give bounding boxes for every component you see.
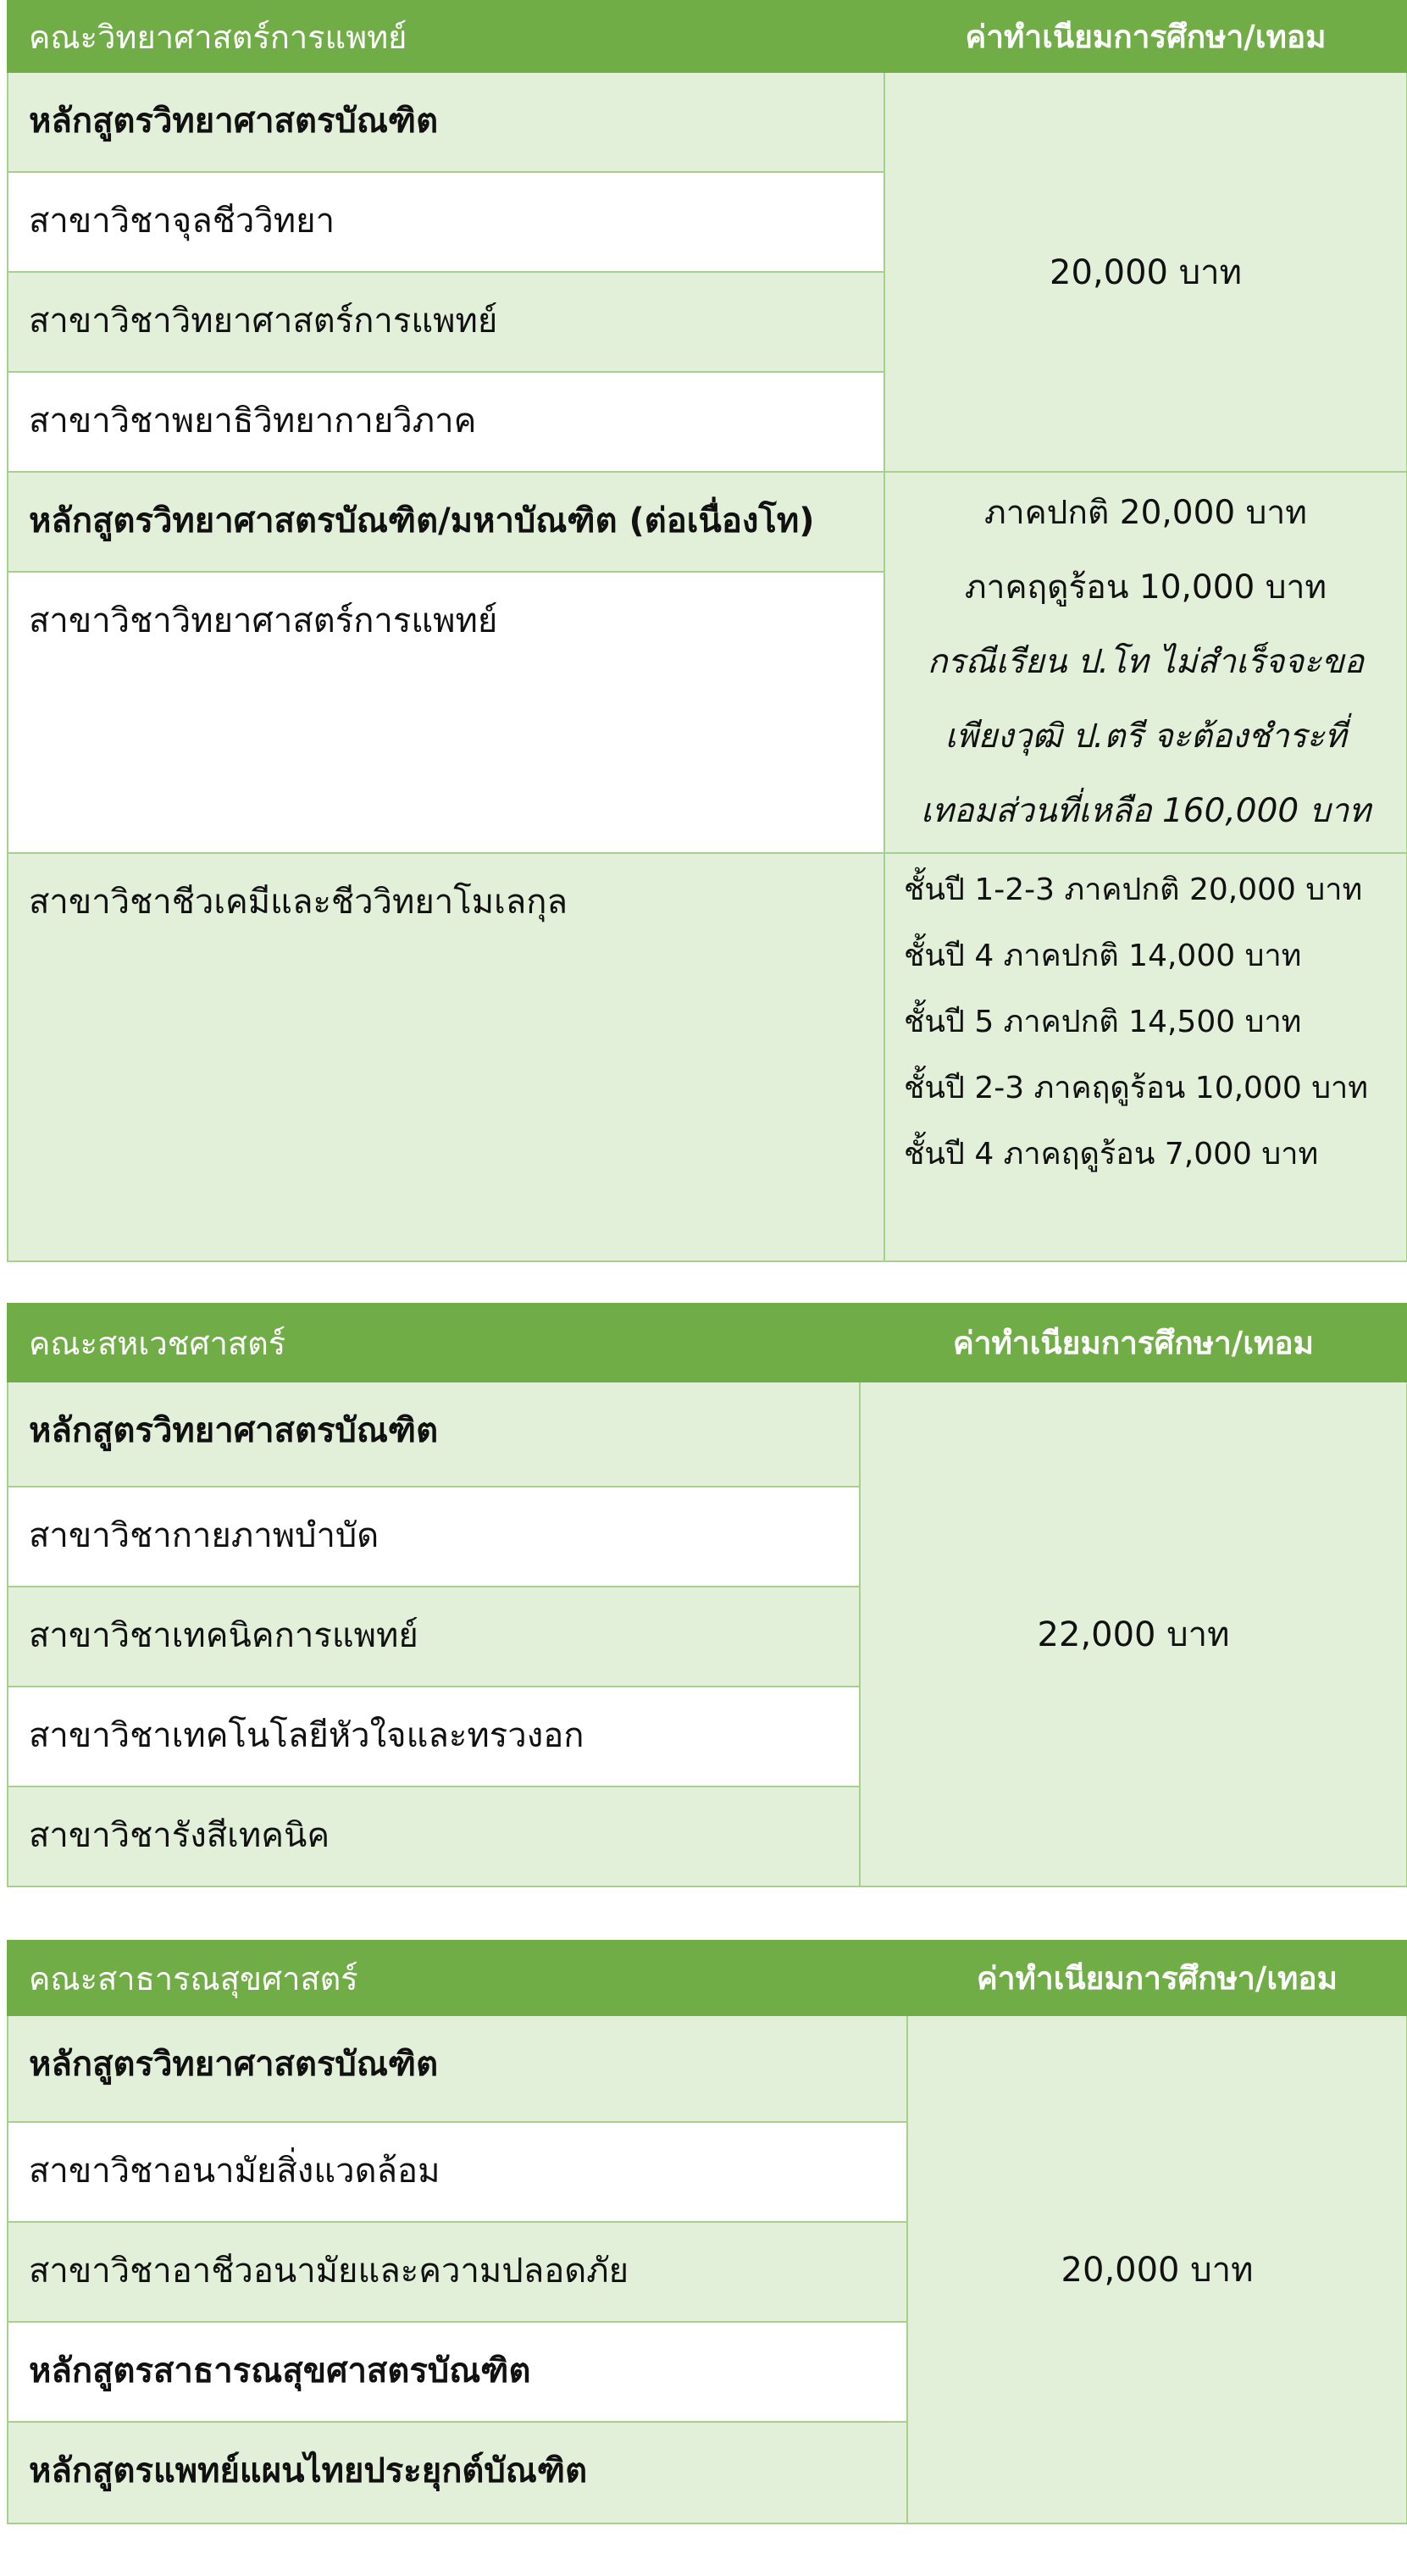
fee-value: 22,000 บาท	[860, 1382, 1407, 1886]
faculty-name: คณะสหเวชศาสตร์	[8, 1304, 860, 1382]
table-header	[8, 1, 1407, 72]
table-row	[8, 472, 1407, 572]
fee-column-header: ค่าทำเนียมการศึกษา/เทอม	[884, 1, 1407, 72]
medical-science-fee-table	[7, 0, 1407, 1262]
fee-note: เทอมส่วนที่เหลือ 160,000 บาท	[920, 792, 1371, 830]
table-header	[8, 1941, 1407, 2015]
table-row	[8, 1382, 1407, 1487]
fee-value: 20,000 บาท	[884, 72, 1407, 472]
table-row	[8, 2015, 1407, 2122]
fee-details	[884, 472, 1407, 853]
major-name: สาขาวิชาวิทยาศาสตร์การแพทย์	[8, 272, 884, 372]
fee-line: ชั้นปี 2-3 ภาคฤดูร้อน 10,000 บาท	[904, 1071, 1368, 1105]
major-name: สาขาวิชาเทคโนโลยีหัวใจและทรวงอก	[8, 1687, 860, 1787]
major-name: สาขาวิชาจุลชีววิทยา	[8, 172, 884, 272]
fee-line: ชั้นปี 5 ภาคปกติ 14,500 บาท	[904, 1005, 1302, 1039]
fee-column-header: ค่าทำเนียมการศึกษา/เทอม	[860, 1304, 1407, 1382]
fee-line: ภาคฤดูร้อน 10,000 บาท	[964, 568, 1327, 607]
program-name: หลักสูตรวิทยาศาสตรบัณฑิต/มหาบัณฑิต (ต่อเนื่องโท)	[8, 472, 884, 572]
major-name: สาขาวิชาอาชีวอนามัยและความปลอดภัย	[8, 2222, 907, 2322]
table-row	[8, 72, 1407, 172]
program-name: หลักสูตรแพทย์แผนไทยประยุกต์บัณฑิต	[8, 2422, 907, 2523]
major-name: สาขาวิชากายภาพบำบัด	[8, 1487, 860, 1587]
faculty-name: คณะวิทยาศาสตร์การแพทย์	[8, 1, 884, 72]
major-name: สาขาวิชาอนามัยสิ่งแวดล้อม	[8, 2122, 907, 2222]
public-health-fee-table	[7, 1940, 1407, 2524]
fee-line: ชั้นปี 1-2-3 ภาคปกติ 20,000 บาท	[904, 873, 1363, 907]
table-header	[8, 1304, 1407, 1382]
fee-details	[884, 853, 1407, 1261]
major-name: สาขาวิชาชีวเคมีและชีววิทยาโมเลกุล	[8, 853, 884, 1261]
fee-line: ชั้นปี 4 ภาคปกติ 14,000 บาท	[904, 939, 1302, 973]
major-name: สาขาวิชาพยาธิวิทยากายวิภาค	[8, 372, 884, 472]
program-name: หลักสูตรวิทยาศาสตรบัณฑิต	[8, 72, 884, 172]
fee-column-header: ค่าทำเนียมการศึกษา/เทอม	[907, 1941, 1407, 2015]
fee-note: เพียงวุฒิ ป.ตรี จะต้องชำระที่	[944, 717, 1347, 756]
program-name: หลักสูตรวิทยาศาสตรบัณฑิต	[8, 2015, 907, 2122]
fee-line: ภาคปกติ 20,000 บาท	[983, 494, 1307, 532]
allied-health-fee-table	[7, 1303, 1407, 1887]
program-name: หลักสูตรวิทยาศาสตรบัณฑิต	[8, 1382, 860, 1487]
major-name: สาขาวิชาวิทยาศาสตร์การแพทย์	[8, 572, 884, 853]
table-row	[8, 853, 1407, 1261]
fee-note: กรณีเรียน ป.โท ไม่สำเร็จจะขอ	[927, 643, 1365, 681]
major-name: สาขาวิชารังสีเทคนิค	[8, 1787, 860, 1886]
major-name: สาขาวิชาเทคนิคการแพทย์	[8, 1587, 860, 1687]
faculty-name: คณะสาธารณสุขศาสตร์	[8, 1941, 907, 2015]
fee-line: ชั้นปี 4 ภาคฤดูร้อน 7,000 บาท	[904, 1137, 1319, 1172]
program-name: หลักสูตรสาธารณสุขศาสตรบัณฑิต	[8, 2322, 907, 2422]
fee-value: 20,000 บาท	[907, 2015, 1407, 2523]
